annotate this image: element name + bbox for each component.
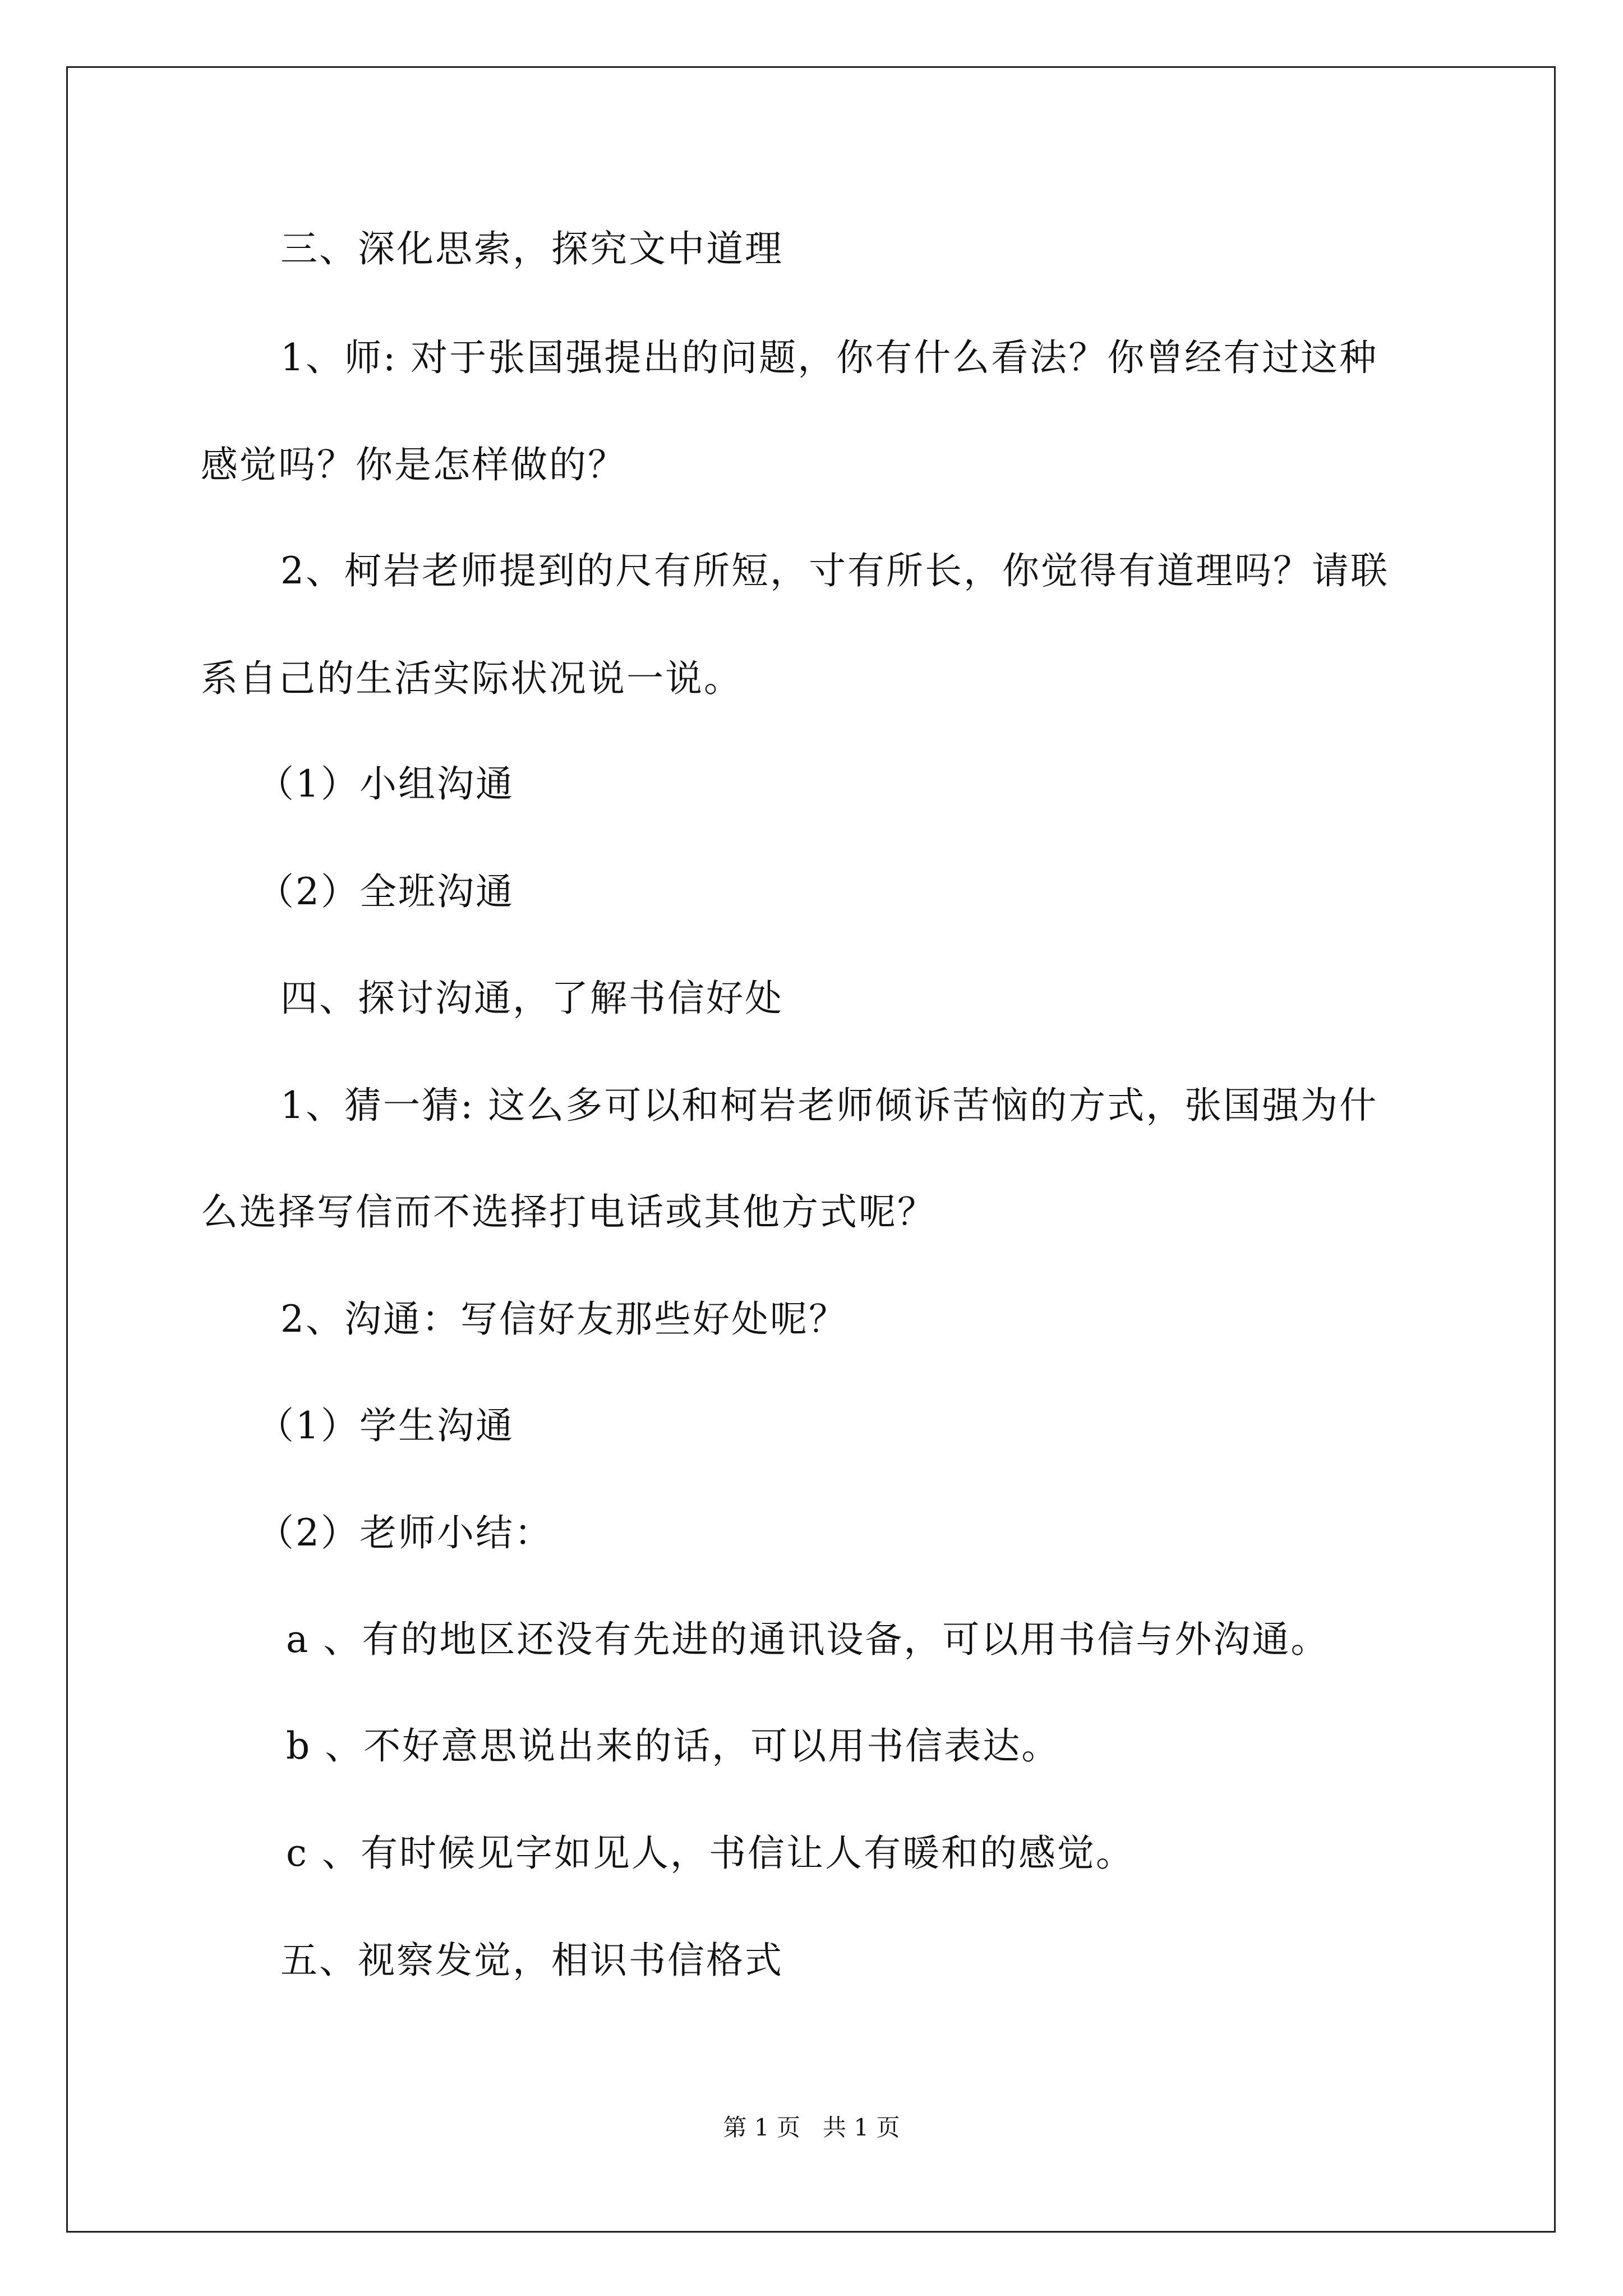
list-item: （1）小组沟通 (257, 762, 514, 806)
paragraph-line: 系自己的生活实际状况说一说。 (201, 657, 743, 700)
paragraph-line: 1、师: 对于张国强提出的问题，你有什么看法？你曾经有过这种 (280, 336, 1378, 379)
section-heading-5: 五、视察发觉，相识书信格式 (280, 1939, 783, 1982)
paragraph-line: 2、柯岩老师提到的尺有所短，寸有所长，你觉得有道理吗？请联 (280, 549, 1389, 592)
paragraph-line: 感觉吗？你是怎样做的？ (201, 443, 626, 486)
list-item: （2）全班沟通 (257, 870, 514, 913)
paragraph-line: 么选择写信而不选择打电话或其他方式呢？ (201, 1190, 936, 1234)
page-border (66, 66, 1556, 2233)
list-item: （2）老师小结： (257, 1511, 553, 1554)
paragraph-line: 1、猜一猜: 这么多可以和柯岩老师倾诉苦恼的方式，张国强为什 (280, 1084, 1378, 1127)
section-heading-4: 四、探讨沟通，了解书信好处 (280, 977, 783, 1020)
list-item: b 、不好意思说出来的话，可以用书信表达。 (286, 1724, 1061, 1768)
list-item: （1）学生沟通 (257, 1404, 514, 1447)
list-item: a 、有的地区还没有先进的通讯设备，可以用书信与外沟通。 (286, 1618, 1330, 1661)
list-item: c 、有时候见字如见人，书信让人有暖和的感觉。 (286, 1832, 1135, 1875)
paragraph-line: 2、沟通：写信好友那些好处呢？ (280, 1297, 847, 1341)
section-heading-3: 三、深化思索，探究文中道理 (280, 227, 783, 270)
page-footer: 第 1 页 共 1 页 (723, 2114, 900, 2141)
